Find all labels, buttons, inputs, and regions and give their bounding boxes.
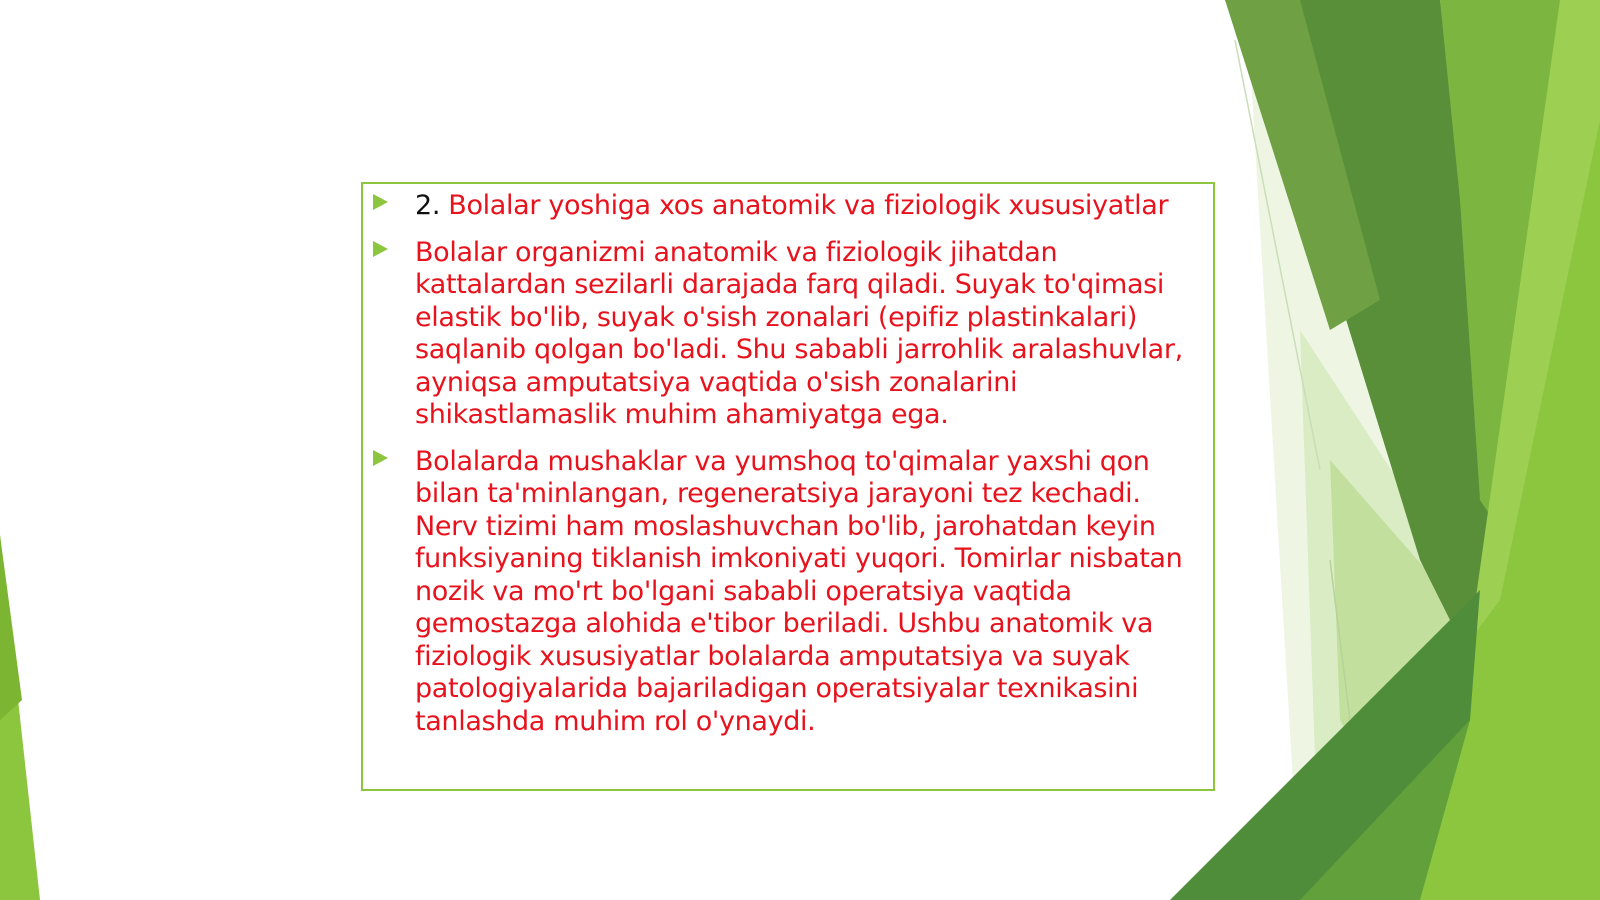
bullet-arrow-icon [373,194,388,210]
bullet-item-2 [415,237,1201,432]
bullet-text: Bolalar organizmi anatomik va fiziologik jihatdan kattalardan sezilarli darajada farq qiladi. Suyak to'qimasi elastik bo'lib, suyak o'sish zonalari (epifiz plastinkalari) saqlanib qolgan bo'ladi. Shu sababli jarrohlik aralashuvlar, ayniqsa amputatsiya vaqtida o'sish zonalarini shikastlamaslik muhim ahamiyatga ega. [415,236,1183,430]
bullet-arrow-icon [373,450,388,466]
bullet-text: Bolalarda mushaklar va yumshoq to'qimalar yaxshi qon bilan ta'minlangan, regeneratsiya jarayoni tez kechadi. Nerv tizimi ham moslashuvchan bo'lib, jarohatdan keyin funksiyaning tiklanish imkoniyati yuqori. Tomirlar nisbatan nozik va mo'rt bo'lgani sababli operatsiya vaqtida gemostazga alohida e'tibor beriladi. Ushbu anatomik va fiziologik xususiyatlar bolalarda amputatsiya va suyak patologiyalarida bajariladigan operatsiyalar texnikasini tanlashda muhim rol o'ynaydi. [415,445,1183,737]
section-heading: Bolalar yoshiga xos anatomik va fiziologik xususiyatlar [440,190,1169,221]
content-box [361,182,1215,791]
bullet-item-3 [415,446,1201,739]
bullet-arrow-icon [373,241,388,257]
section-number: 2. [415,190,441,221]
left-green-strip-shade [0,535,22,720]
bullet-item-1 [415,190,1201,223]
